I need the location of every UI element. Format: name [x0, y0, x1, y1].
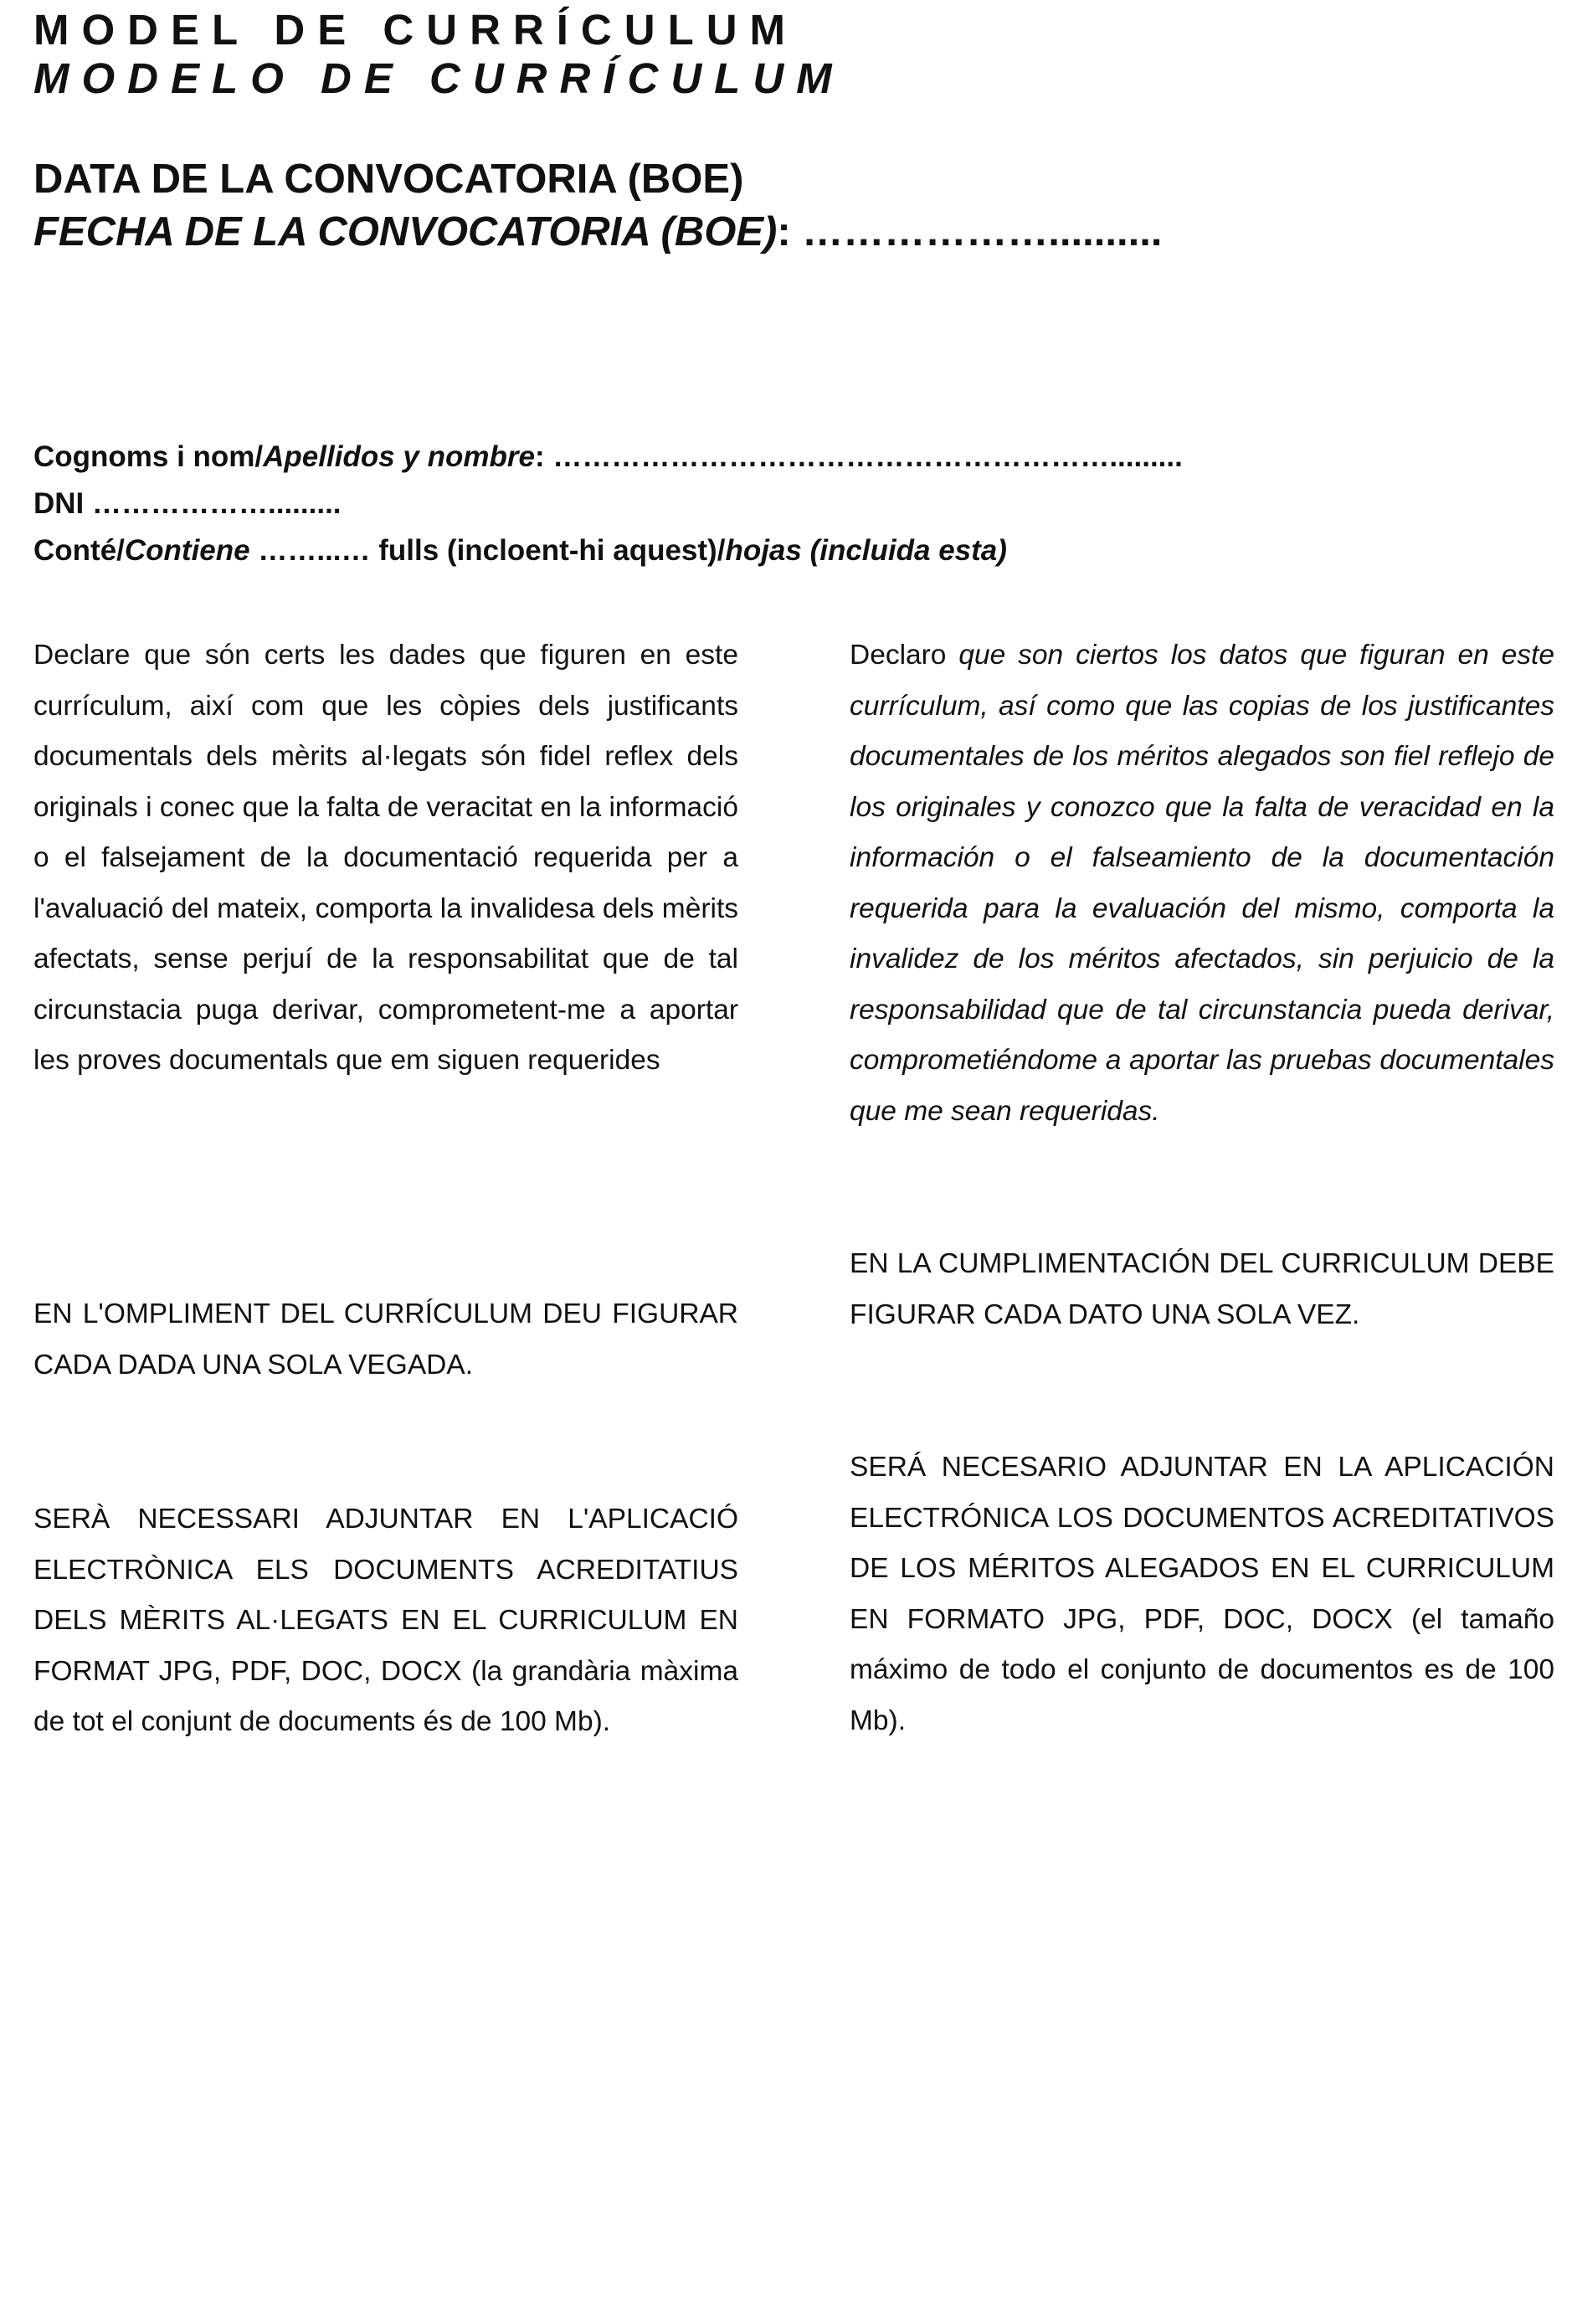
name-field[interactable]: …………………………………………………......... [552, 440, 1183, 473]
name-label-catalan: Cognoms i nom/ [33, 440, 264, 473]
name-label-spanish: Apellidos y nombre [263, 440, 535, 473]
notice-once-spanish: EN LA CUMPLIMENTACIÓN DEL CURRICULUM DEBE FIGURAR CADA DATO UNA SOLA VEZ. [850, 1248, 1554, 1330]
declaration-spanish-body: que son ciertos los datos que figuran en este currículum, así como que las copias de los justificantes documentales de los méritos alegados son fiel reflejo de los originales y conozco que la falta de veracidad en la información o el falseamiento de la documentación requerida para la evaluación del mismo, comporta la invalidez de los méritos afectados, sin perjuicio de la responsabilidad que de tal circunstancia pueda derivar, comprometiéndome a aportar las pruebas documentales que me sean requeridas. [850, 640, 1554, 1127]
pages-count-field[interactable]: ……...… [249, 534, 379, 567]
convocatoria-colon: : [777, 209, 803, 255]
notice-attach-spanish: SERÁ NECESARIO ADJUNTAR EN LA APLICACIÓN ELECTRÓNICA LOS DOCUMENTOS ACREDITATIVOS DE LOS MÉRITOS ALEGADOS EN EL CURRICULUM EN FORMATO JPG, PDF, DOC, DOCX (el tamaño máximo de todo el conjunto de documentos es de 100 Mb). [850, 1452, 1554, 1736]
notice-attach-catalan: SERÀ NECESSARI ADJUNTAR EN L'APLICACIÓ ELECTRÒNICA ELS DOCUMENTS ACREDITATIUS DELS MÈRITS AL·LEGATS EN EL CURRICULUM EN FORMAT JPG, PDF, DOC, DOCX (la grandària màxima de tot el conjunt de documents és de 100 Mb). [33, 1504, 738, 1737]
name-field-line [33, 435, 1183, 479]
pages-label-spanish: Contiene [124, 534, 250, 567]
pages-field-line [33, 529, 1007, 573]
pages-label-catalan: Conté/ [33, 534, 125, 567]
declaration-catalan: Declare que són certs les dades que figuren en este currículum, així com que les còpies dels justificants documentals dels mèrits al·legats són fidel reflex dels originals i conec que la falta de veracitat en la informació o el falsejament de la documentació requerida per a l'avaluació del mateix, comporta la invalidesa dels mèrits afectats, sense perjuí de la responsabilitat que de tal circunstacia puga derivar, comprometent-me a aportar les proves documentals que em siguen requerides [33, 640, 738, 1076]
title-spanish: MODELO DE CURRÍCULUM [33, 54, 845, 102]
notice-once-catalan: EN L'OMPLIMENT DEL CURRÍCULUM DEU FIGURAR CADA DADA UNA SOLA VEGADA. [33, 1298, 738, 1381]
declaration-spanish-first-word: Declaro [850, 640, 959, 671]
pages-text-spanish: hojas (incluida esta) [725, 534, 1007, 567]
convocatoria-date-field[interactable]: ……………….......... [802, 209, 1163, 255]
dni-label: DNI [33, 487, 92, 520]
name-colon: : [534, 440, 553, 473]
dni-field-line [33, 482, 342, 526]
declaration-spanish [850, 630, 1554, 1137]
convocatoria-date-line-spanish [33, 206, 1162, 258]
title-catalan: MODEL DE CURRÍCULUM [33, 6, 799, 54]
convocatoria-date-label-spanish: FECHA DE LA CONVOCATORIA (BOE) [33, 209, 778, 255]
pages-text-catalan: fulls (incloent-hi aquest)/ [378, 534, 726, 567]
dni-field[interactable]: ………………......... [92, 487, 342, 520]
convocatoria-date-label-catalan: DATA DE LA CONVOCATORIA (BOE) [33, 157, 744, 202]
